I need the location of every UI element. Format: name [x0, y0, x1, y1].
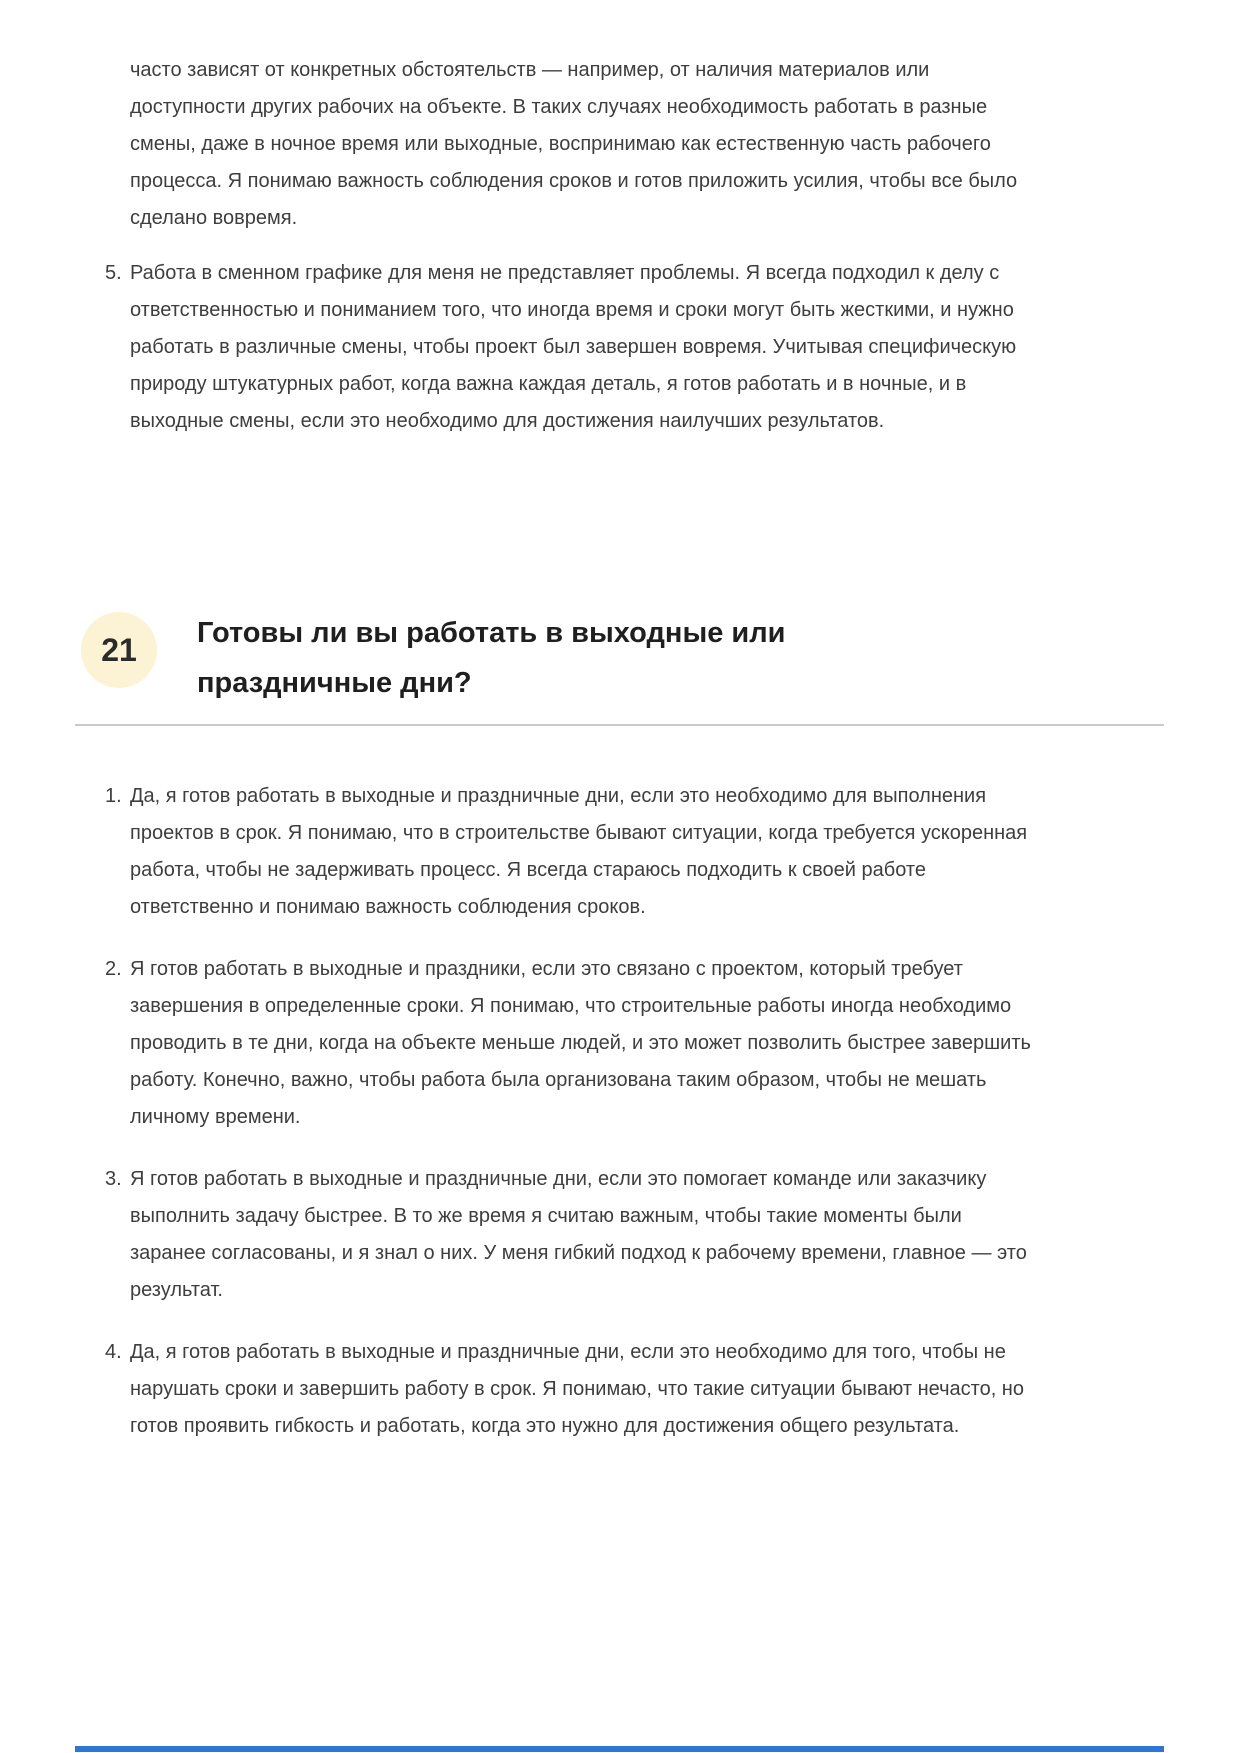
question-number-badge: 21 [81, 612, 157, 688]
continuation-paragraph: часто зависят от конкретных обстоятельств — например, от наличия материалов или доступности других рабочих на объекте. В таких случаях необходимость работать в разные смены, даже в ночное время или выходные, воспринимаю как естественную часть рабочего процесса. Я понимаю важность соблюдения сроков и готов приложить усилия, чтобы все было сделано вовремя. [130, 59, 1018, 229]
list-item [105, 778, 1164, 926]
list-item-text: Да, я готов работать в выходные и праздничные дни, если это необходимо для того, чтобы не нарушать сроки и завершить работу в срок. Я понимаю, что такие ситуации бывают нечасто, но готов проявить гибкость и работать, когда это нужно для достижения общего результата. [130, 1341, 1024, 1437]
list-item [105, 1334, 1164, 1445]
list-item-number: 4. [105, 1341, 122, 1363]
list-item-text: Работа в сменном графике для меня не представляет проблемы. Я всегда подходил к делу с ответственностью и пониманием того, что иногда время и сроки могут быть жесткими, и нужно работать в различные смены, чтобы проект был завершен вовремя. Учитывая специфическую природу штукатурных работ, когда важна каждая деталь, я готов работать и в ночные, и в выходные смены, если это необходимо для достижения наилучших результатов. [130, 262, 1017, 432]
list-item-text: Я готов работать в выходные и праздники, если это связано с проектом, который требует завершения в определенные сроки. Я понимаю, что строительные работы иногда необходимо проводить в те дни, когда на объекте меньше людей, и это может позволить быстрее завершить работу. Конечно, важно, чтобы работа была организована таким образом, чтобы не мешать личному времени. [130, 958, 1031, 1128]
list-item-text: Да, я готов работать в выходные и праздничные дни, если это необходимо для выполнения проектов в срок. Я понимаю, что в строительстве бывают ситуации, когда требуется ускоренная работа, чтобы не задерживать процесс. Я всегда стараюсь подходить к своей работе ответственно и понимаю важность соблюдения сроков. [130, 785, 1028, 918]
section-header [75, 608, 1164, 708]
list-item-text: Я готов работать в выходные и праздничные дни, если это помогает команде или заказчику выполнить задачу быстрее. В то же время я считаю важным, чтобы такие моменты были заранее согласованы, и я знал о них. У меня гибкий подход к рабочему времени, главное — это результат. [130, 1168, 1027, 1301]
question-section [75, 608, 1164, 726]
list-item-number: 3. [105, 1168, 122, 1190]
question-title: Готовы ли вы работать в выходные или праздничные дни? [197, 617, 786, 699]
previous-answer-list [75, 255, 1164, 440]
list-item [105, 255, 1164, 440]
section-divider [75, 724, 1164, 726]
list-item-number: 5. [105, 262, 122, 284]
list-item-number: 1. [105, 785, 122, 807]
list-item [105, 951, 1164, 1136]
list-item [105, 1161, 1164, 1309]
list-item-number: 2. [105, 958, 122, 980]
next-section-top-border [75, 1746, 1164, 1752]
answers-list [75, 778, 1164, 1445]
